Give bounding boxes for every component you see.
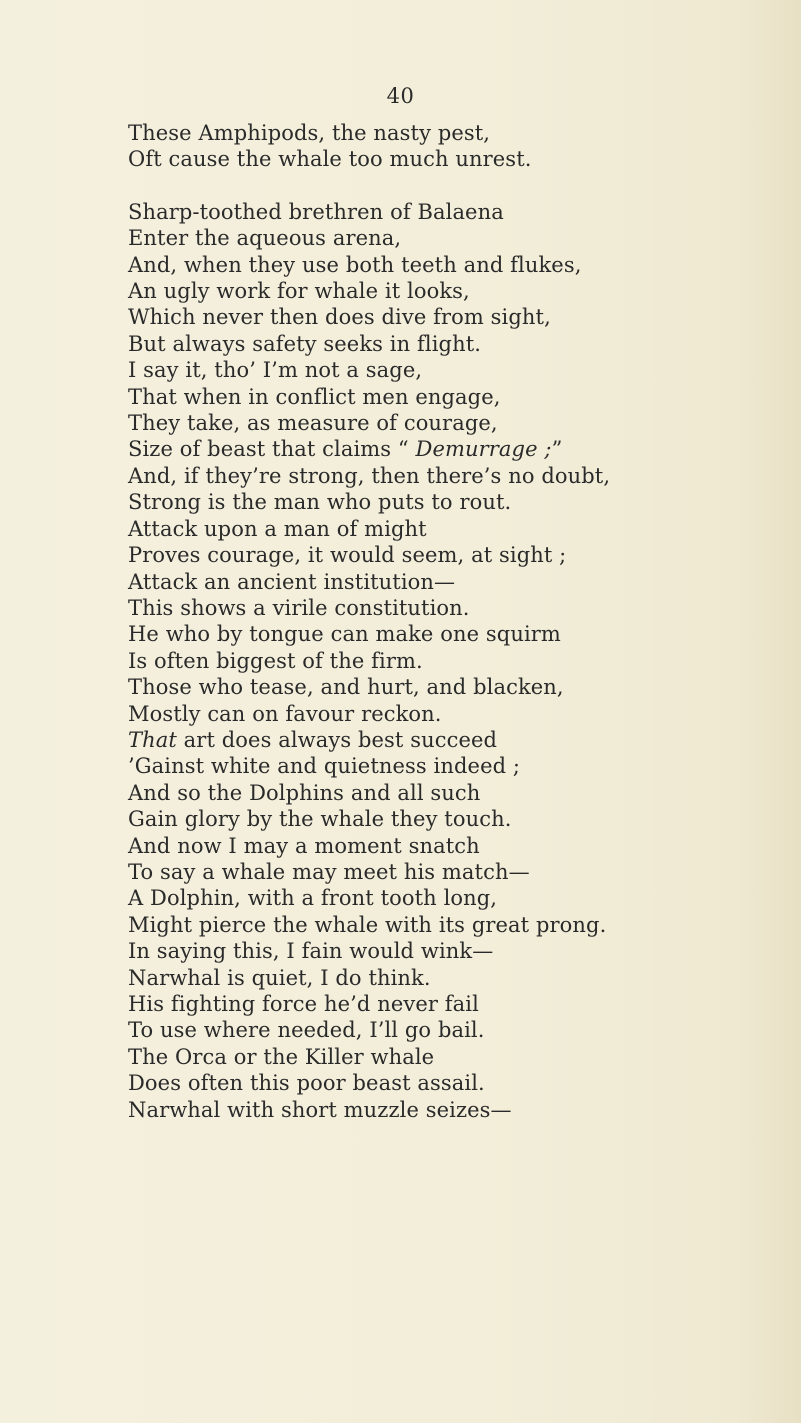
- poem-line-demurrage: [128, 436, 788, 462]
- poem-line: The Orca or the Killer whale: [128, 1044, 435, 1069]
- poem-line: Attack upon a man of might: [128, 516, 427, 541]
- closing-quote: ”: [551, 437, 563, 462]
- poem-line: Mostly can on favour reckon.: [128, 701, 442, 726]
- poem-line: He who by tongue can make one squirm: [128, 622, 561, 647]
- poem-line: And so the Dolphins and all such: [128, 780, 481, 805]
- poem-line: Does often this poor beast assail.: [128, 1071, 485, 1096]
- poem-line: And, when they use both teeth and flukes,: [128, 252, 582, 277]
- poem-line: These Amphipods, the nasty pest,: [128, 121, 491, 145]
- poem-line: Might pierce the whale with its great prong.: [128, 912, 607, 937]
- poem-line: An ugly work for whale it looks,: [128, 279, 470, 304]
- poem-line: And now I may a moment snatch: [128, 833, 480, 858]
- poem-line: Sharp-toothed brethren of Balaena: [128, 199, 504, 224]
- poem-line: Those who tease, and hurt, and blacken,: [128, 675, 564, 700]
- italic-word-that: That: [128, 727, 177, 752]
- poem-line: ’Gainst white and quietness indeed ;: [128, 754, 521, 779]
- poem-line: That when in conflict men engage,: [128, 384, 501, 409]
- poem-line: Narwhal is quiet, I do think.: [128, 965, 431, 990]
- poem-line: To say a whale may meet his match—: [128, 859, 530, 884]
- poem-line: Narwhal with short muzzle seizes—: [128, 1097, 512, 1122]
- poem-line: Proves courage, it would seem, at sight ;: [128, 543, 567, 568]
- poem-line: In saying this, I fain would wink—: [128, 939, 494, 964]
- poem-line: But always safety seeks in flight.: [128, 331, 482, 356]
- poem-line: To use where needed, I’ll go bail.: [128, 1018, 485, 1043]
- page-number: 40: [386, 84, 415, 108]
- poem-line: I say it, tho’ I’m not a sage,: [128, 358, 423, 383]
- poem-line: His fighting force he’d never fail: [128, 992, 479, 1016]
- poem-line: This shows a virile constitution.: [128, 595, 470, 620]
- poem-line: They take, as measure of courage,: [128, 411, 498, 436]
- line-text: art does always best succeed: [176, 727, 498, 752]
- poem-line-that: [128, 727, 788, 753]
- poem-line: Strong is the man who puts to rout.: [128, 490, 512, 515]
- poem-body: [128, 120, 788, 1123]
- poem-line: A Dolphin, with a front tooth long,: [128, 886, 498, 911]
- poem-line: Enter the aqueous arena,: [128, 226, 402, 251]
- italic-word-demurrage: Demurrage ;: [415, 437, 552, 462]
- poem-line: Attack an ancient institution—: [128, 569, 456, 594]
- poem-line: Oft cause the whale too much unrest.: [128, 147, 532, 172]
- poem-line: And, if they’re strong, then there’s no doubt,: [128, 463, 611, 488]
- poem-line: Is often biggest of the firm.: [128, 648, 423, 673]
- poem-line: Which never then does dive from sight,: [128, 305, 551, 330]
- poem-line: Gain glory by the whale they touch.: [128, 807, 512, 832]
- stanza-break: [128, 173, 788, 199]
- line-text: Size of beast that claims “: [128, 437, 416, 462]
